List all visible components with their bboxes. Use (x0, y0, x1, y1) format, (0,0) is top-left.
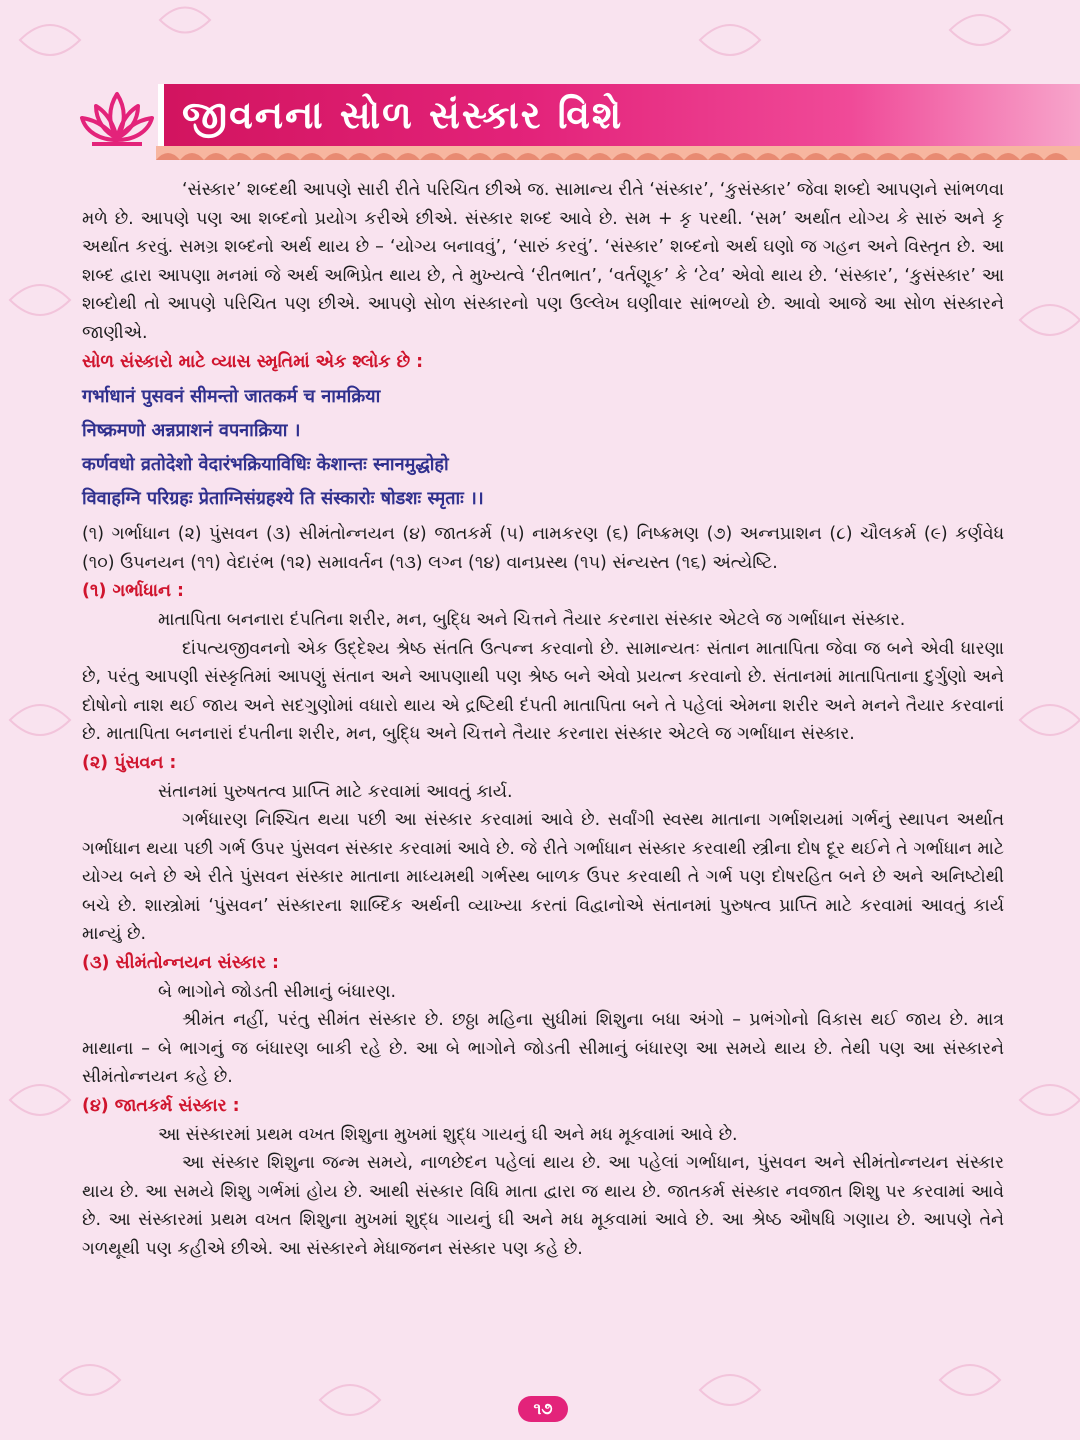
shloka-block (82, 380, 1004, 516)
page-number: ૧૭ (518, 1396, 568, 1422)
page-title: જીવનના સોળ સંસ્કાર વિશે (182, 92, 624, 137)
section-heading: (૩) સીમંતોન્નયન સંસ્કાર : (82, 953, 279, 974)
intro-paragraph: ‘સંસ્કાર’ શબ્દથી આપણે સારી રીતે પરિચિત છીએ જ. સામાન્ય રીતે ‘સંસ્કાર’, ‘કુસંસ્કાર’ જેવા શબ્દો આપણને સાંભળવા મળે છે. આપણે પણ આ શબ્દનો પ્રયોગ કરીએ છીએ. સંસ્કાર શબ્દ આવે છે. સમ + કૃ પરથી. ‘સમ’ અર્થાત યોગ્ય કે સારું અને કૃ અર્થાત કરવું. સમગ્ર શબ્દનો અર્થ થાય છે – ‘યોગ્ય બનાવવું’, ‘સારું કરવું’. ‘સંસ્કાર’ શબ્દનો અર્થ ઘણો જ ગહન અને વિસ્તૃત છે. આ શબ્દ દ્વારા આપણા મનમાં જે અર્થ અભિપ્રેત થાય છે, તે મુખ્યત્વે ‘રીતભાત’, ‘વર્તણૂક’ કે ‘ટેવ’ એવો થાય છે. ‘સંસ્કાર’, ‘કુસંસ્કાર’ આ શબ્દોથી તો આપણે પરિચિત પણ છીએ. આપણે સોળ સંસ્કારનો પણ ઉલ્લેખ ઘણીવાર સાંભળ્યો છે. આવો આજે આ સોળ સંસ્કારને જાણીએ. (82, 180, 1004, 343)
page-header (78, 84, 1080, 154)
lotus-icon (78, 88, 156, 150)
title-bar (158, 84, 1080, 146)
article-body (82, 176, 1004, 1264)
section-heading: (૨) પુંસવન : (82, 752, 177, 773)
section-body: દાંપત્યજીવનનો એક ઉદ્દેશ્ય શ્રેષ્ઠ સંતતિ ઉત્પન્ન કરવાનો છે. સામાન્યતઃ સંતાન માતાપિતા જેવા જ બને એવી ધારણા છે, પરંતુ આપણી સંસ્કૃતિમાં આપણું સંતાન અને આપણાથી પણ શ્રેષ્ઠ બને એવો પ્રયત્ન કરવાનો છે. સંતાનમાં માતાપિતાના દુર્ગુણો અને દોષોનો નાશ થઈ જાય અને સદગુણોમાં વધારો થાય એ દ્રષ્ટિથી દંપતી માતાપિતા બને તે પહેલાં એમના શરીર અને મનને તૈયાર કરવાનાં છે. માતાપિતા બનનારાં દંપતીના શરીર, મન, બુદ્ધિ અને ચિત્તને તૈયાર કરનારા સંસ્કાર એટલે જ ગર્ભાધાન સંસ્કાર. (82, 638, 1004, 745)
section-body: ગર્ભધારણ નિશ્ચિત થયા પછી આ સંસ્કાર કરવામાં આવે છે. સર્વાંગી સ્વસ્થ માતાના ગર્ભાશયમાં ગર્ભનું સ્થાપન અર્થાત ગર્ભાધાન થયા પછી ગર્ભ ઉપર પુંસવન સંસ્કાર કરવામાં આવે છે. જે રીતે ગર્ભાધાન સંસ્કાર કરવાથી સ્ત્રીના દોષ દૂર થઈને તે ગર્ભાધાન માટે યોગ્ય બને છે એ રીતે પુંસવન સંસ્કાર માતાના માધ્યમથી ગર્ભસ્થ બાળક ઉપર કરવાથી તે ગર્ભ પણ દોષરહિત બને છે અને અનિષ્ટોથી બચે છે. શાસ્ત્રોમાં ‘પુંસવન’ સંસ્કારના શાબ્દિક અર્થની વ્યાખ્યા કરતાં વિદ્વાનોએ સંતાનમાં પુરુષત્વ પ્રાપ્તિ માટે કરવામાં આવતું કાર્ય માન્યું છે. (82, 810, 1004, 945)
section-body: શ્રીમંત નહીં, પરંતુ સીમંત સંસ્કાર છે. છઠ્ઠા મહિના સુધીમાં શિશુના બધા અંગો – પ્રભંગોનો વિકાસ થઈ જાય છે. માત્ર માથાના – બે ભાગનું જ બંધારણ બાકી રહે છે. આ બે ભાગોને જોડતી સીમાનું બંધારણ આ સમયે થાય છે. તેથી પણ આ સંસ્કારને સીમંતોન્નયન કહે છે. (82, 1010, 1004, 1088)
shloka-line: निष्क्रमणो अन्नप्राशनं वपनाक्रिया । (82, 420, 301, 442)
section-summary: બે ભાગોને જોડતી સીમાનું બંધારણ. (158, 981, 396, 1002)
ornamental-border (156, 146, 1080, 160)
shloka-heading: સોળ સંસ્કારો માટે વ્યાસ સ્મૃતિમાં એક શ્લોક છે : (82, 351, 424, 372)
shloka-line: कर्णवधो व्रतोदेशो वेदारंभक्रियाविधिः केशान्तः स्नानमुद्धोहो (82, 454, 449, 476)
shloka-line: गर्भाधानं पुसवनं सीमन्तो जातकर्म च नामक्रिया (82, 386, 381, 408)
section-heading: (૧) ગર્ભાધાન : (82, 581, 185, 602)
sanskar-list: (૧) ગર્ભાધાન (૨) પુંસવન (૩) સીમંતોન્નયન (૪) જાતકર્મ (૫) નામકરણ (૬) નિષ્ક્રમણ (૭) અન્નપ્રાશન (૮) ચૌલકર્મ (૯) કર્ણવેધ (૧૦) ઉપનયન (૧૧) વેદારંભ (૧૨) સમાવર્તન (૧૩) લગ્ન (૧૪) વાનપ્રસ્થ (૧૫) સંન્યસ્ત (૧૬) અંત્યેષ્ટિ. (82, 524, 1004, 573)
section-heading: (૪) જાતકર્મ સંસ્કાર : (82, 1096, 240, 1117)
section-summary: માતાપિતા બનનારા દંપતિના શરીર, મન, બુદ્ધિ અને ચિત્તને તૈયાર કરનારા સંસ્કાર એટલે જ ગર્ભાધાન સંસ્કાર. (158, 609, 906, 630)
section-summary: સંતાનમાં પુરુષતત્વ પ્રાપ્તિ માટે કરવામાં આવતું કાર્ય. (158, 781, 513, 802)
section-summary: આ સંસ્કારમાં પ્રથમ વખત શિશુના મુખમાં શુદ્ધ ગાયનું ઘી અને મધ મૂકવામાં આવે છે. (158, 1124, 738, 1145)
shloka-line: विवाहग्नि परिग्रहः प्रेताग्निसंग्रहश्ये ति संस्कारोः षोडशः स्मृताः ।। (82, 488, 484, 510)
section-body: આ સંસ્કાર શિશુના જન્મ સમયે, નાળછેદન પહેલાં થાય છે. આ પહેલાં ગર્ભાધાન, પુંસવન અને સીમંતોન્નયન સંસ્કાર થાય છે. આ સમયે શિશુ ગર્ભમાં હોય છે. આથી સંસ્કાર વિધિ માતા દ્વારા જ થાય છે. જાતકર્મ સંસ્કાર નવજાત શિશુ પર કરવામાં આવે છે. આ સંસ્કારમાં પ્રથમ વખત શિશુના મુખમાં શુદ્ધ ગાયનું ઘી અને મધ મૂકવામાં આવે છે. આ શ્રેષ્ઠ ઔષધિ ગણાય છે. આપણે તેને ગળથૂથી પણ કહીએ છીએ. આ સંસ્કારને મેધાજનન સંસ્કાર પણ કહે છે. (82, 1153, 1004, 1259)
